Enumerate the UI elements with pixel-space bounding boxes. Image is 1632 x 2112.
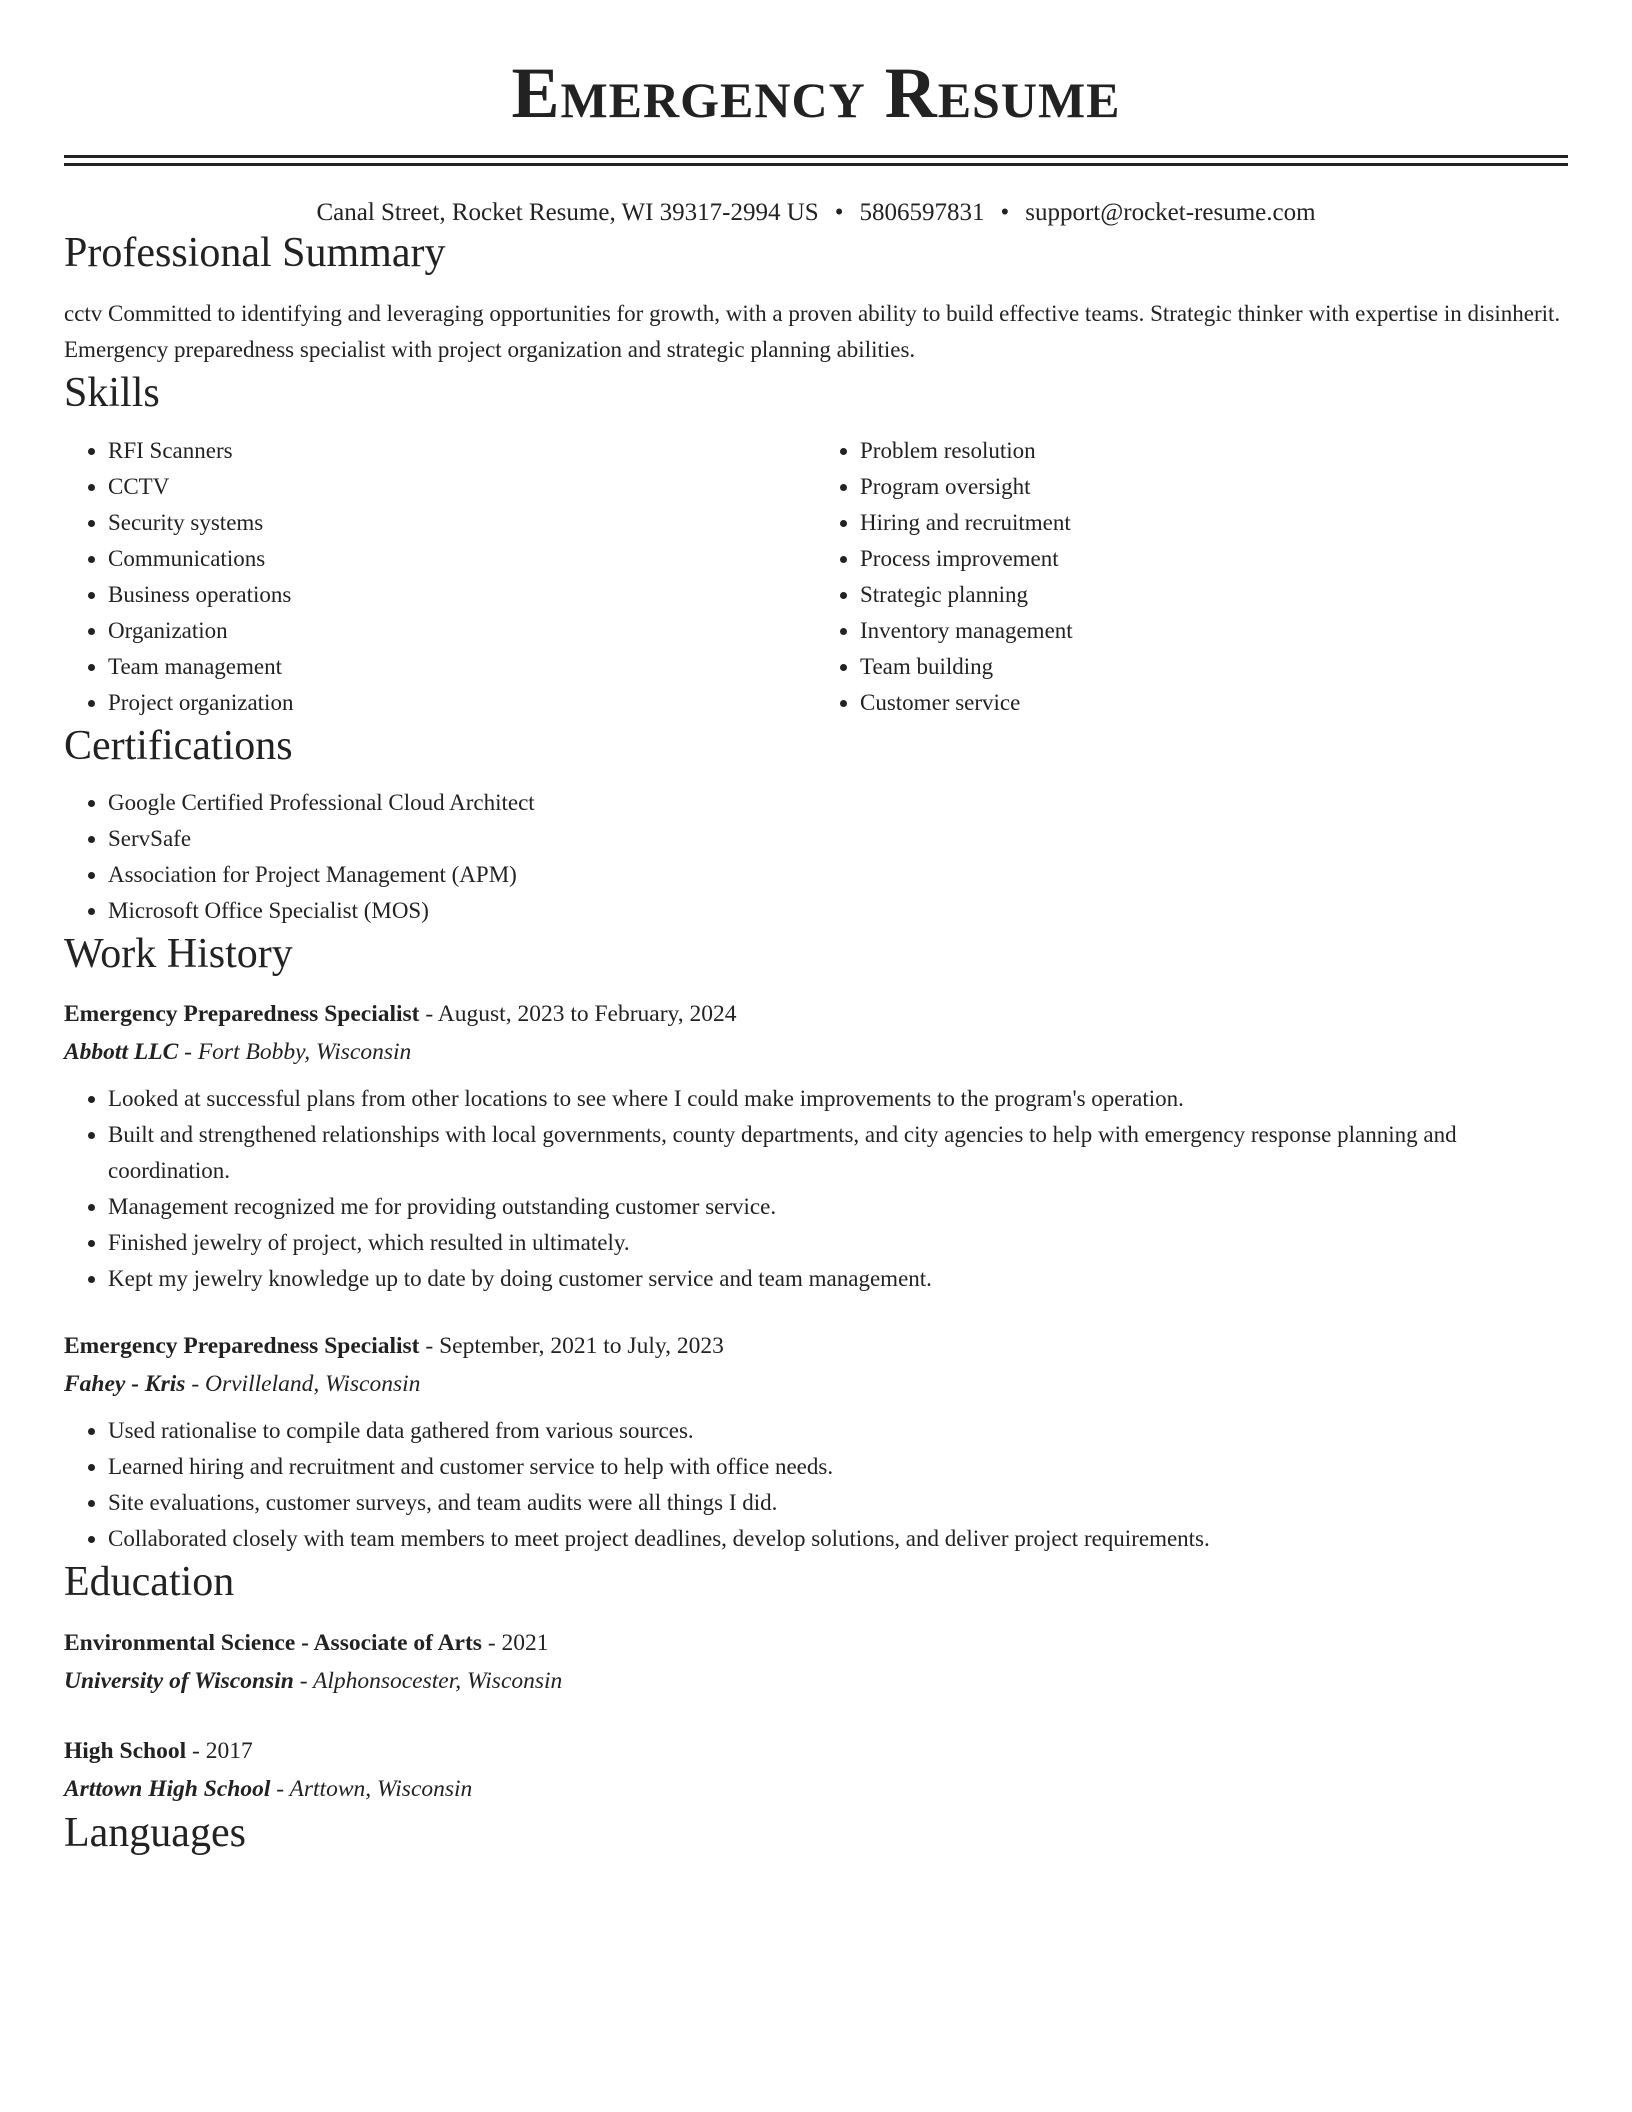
education-year: 2021 [501, 1629, 549, 1656]
certification-item: • Association for Project Management (APM) [108, 857, 1568, 893]
job-bullet: • Site evaluations, customer surveys, and team audits were all things I did. [108, 1485, 1568, 1521]
contact-separator: • [1000, 198, 1010, 226]
education-degree-line: Environmental Science - Associate of Arts - 2021 [64, 1629, 549, 1656]
contact-separator: • [834, 198, 844, 226]
skill-item: • Organization [108, 613, 816, 649]
skill-item: • Inventory management [860, 613, 1568, 649]
education-degree: Environmental Science - Associate of Arts [64, 1629, 482, 1656]
skills-heading: Skills [64, 370, 160, 417]
header-divider [64, 155, 1568, 166]
job-title: Emergency Preparedness Specialist [64, 1333, 420, 1360]
job-dates: September, 2021 to July, 2023 [439, 1333, 724, 1360]
contact-email: support@rocket-resume.com [1025, 198, 1316, 226]
skill-item: • Project organization [108, 685, 816, 721]
education-school: University of Wisconsin [64, 1667, 294, 1694]
education-entry [64, 1624, 1568, 1700]
certification-item: • Google Certified Professional Cloud Architect [108, 785, 1568, 821]
job-company: Abbott LLC [64, 1039, 179, 1066]
education-school-line: Arttown High School - Arttown, Wisconsin [64, 1775, 473, 1802]
certification-item: • Microsoft Office Specialist (MOS) [108, 893, 1568, 929]
summary-text: cctv Committed to identifying and leveraging opportunities for growth, with a proven ability to build effective teams. Strategic thinker with expertise in disinherit. Emergency preparedness specialist with project organization and strategic planning abilities. [64, 301, 1561, 363]
job-entry [64, 995, 1568, 1297]
contact-address: Canal Street, Rocket Resume, WI 39317-2994 US [316, 198, 819, 226]
job-bullet: • Management recognized me for providing outstanding customer service. [108, 1189, 1568, 1225]
certifications-list [64, 785, 1568, 929]
job-company-line: Abbott LLC - Fort Bobby, Wisconsin [64, 1039, 412, 1066]
job-bullets [64, 1081, 1568, 1297]
education-entry [64, 1732, 1568, 1808]
job-bullets [64, 1413, 1568, 1557]
job-company-line: Fahey - Kris - Orvilleland, Wisconsin [64, 1371, 421, 1398]
skills-left-list [64, 433, 816, 721]
summary-heading: Professional Summary [64, 229, 446, 276]
education-degree-line: High School - 2017 [64, 1737, 253, 1764]
skill-item: • Customer service [860, 685, 1568, 721]
job-bullet: • Looked at successful plans from other locations to see where I could make improvements to the program's operation. [108, 1081, 1568, 1117]
skills-right-list [816, 433, 1568, 721]
job-title-line: Emergency Preparedness Specialist - September, 2021 to July, 2023 [64, 1333, 724, 1360]
skill-item: • Team building [860, 649, 1568, 685]
certifications-heading: Certifications [64, 722, 293, 769]
skill-item: • Strategic planning [860, 577, 1568, 613]
job-bullet: • Used rationalise to compile data gathered from various sources. [108, 1413, 1568, 1449]
job-bullet: • Collaborated closely with team members to meet project deadlines, develop solutions, and deliver project requirements. [108, 1521, 1568, 1557]
job-entry [64, 1327, 1568, 1557]
skill-item: • Communications [108, 541, 816, 577]
job-location: Orvilleland, Wisconsin [205, 1371, 421, 1398]
skill-item: • Team management [108, 649, 816, 685]
resume-name: Emergency Resume [511, 53, 1121, 133]
skills-columns [64, 433, 1568, 721]
work-history-heading: Work History [64, 930, 293, 977]
job-bullet: • Kept my jewelry knowledge up to date by doing customer service and team management. [108, 1261, 1568, 1297]
skill-item: • Process improvement [860, 541, 1568, 577]
job-location: Fort Bobby, Wisconsin [197, 1039, 412, 1066]
education-degree: High School [64, 1737, 187, 1764]
education-location: Arttown, Wisconsin [289, 1775, 473, 1802]
education-school: Arttown High School [64, 1775, 271, 1802]
job-bullet: • Learned hiring and recruitment and customer service to help with office needs. [108, 1449, 1568, 1485]
skill-item: • Security systems [108, 505, 816, 541]
job-company: Fahey - Kris [64, 1371, 186, 1398]
skill-item: • Hiring and recruitment [860, 505, 1568, 541]
education-school-line: University of Wisconsin - Alphonsocester, Wisconsin [64, 1667, 563, 1694]
education-year: 2017 [205, 1737, 253, 1764]
education-location: Alphonsocester, Wisconsin [312, 1667, 563, 1694]
skill-item: • Program oversight [860, 469, 1568, 505]
skill-item: • Problem resolution [860, 433, 1568, 469]
skill-item: • Business operations [108, 577, 816, 613]
contact-line [64, 198, 1568, 228]
education-heading: Education [64, 1559, 235, 1606]
skill-item: • CCTV [108, 469, 816, 505]
job-bullet: • Finished jewelry of project, which resulted in ultimately. [108, 1225, 1568, 1261]
job-dates: August, 2023 to February, 2024 [437, 1001, 737, 1028]
job-title: Emergency Preparedness Specialist [64, 1001, 420, 1028]
job-bullet: • Built and strengthened relationships with local governments, county departments, and city agencies to help with emergency response planning and coordination. [108, 1117, 1568, 1189]
certification-item: • ServSafe [108, 821, 1568, 857]
contact-phone: 5806597831 [859, 198, 985, 226]
skill-item: • RFI Scanners [108, 433, 816, 469]
languages-heading: Languages [64, 1809, 246, 1856]
job-title-line: Emergency Preparedness Specialist - August, 2023 to February, 2024 [64, 1001, 737, 1028]
